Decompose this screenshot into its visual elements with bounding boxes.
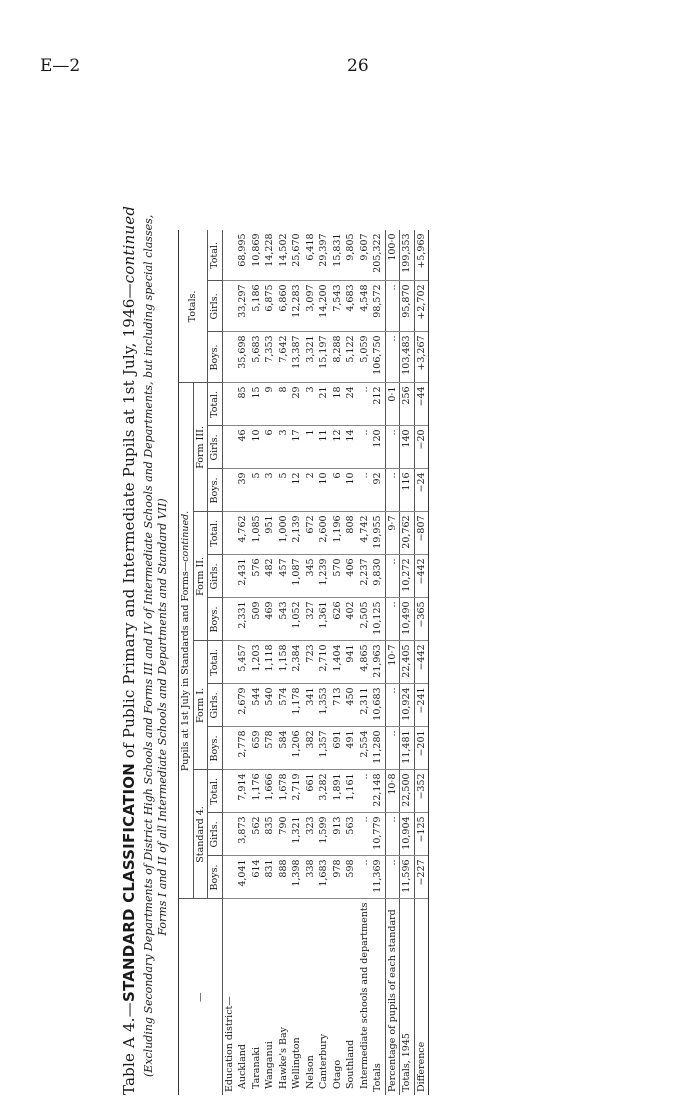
cell-value: 22,500 xyxy=(400,770,415,813)
cell-value: 598 xyxy=(344,856,358,899)
cell-value: 3 xyxy=(263,469,277,512)
cell-value: −241 xyxy=(414,684,429,727)
cell-value: 29,397 xyxy=(317,230,331,281)
cell-value: 14,228 xyxy=(263,230,277,281)
cell-value: 1,118 xyxy=(263,641,277,684)
cell-value: 3,873 xyxy=(236,813,250,856)
cell-value: 1,404 xyxy=(331,641,345,684)
cell-value: 1,239 xyxy=(317,555,331,598)
cell-value: .. xyxy=(358,426,372,469)
cell-value: .. xyxy=(385,598,400,641)
table-row xyxy=(277,230,291,1095)
cell-value: 562 xyxy=(250,813,264,856)
cell-value xyxy=(222,469,236,512)
cell-value: 10,490 xyxy=(400,598,415,641)
cell-value: −125 xyxy=(414,813,429,856)
cell-value: 10,683 xyxy=(371,684,385,727)
cell-value: 1,683 xyxy=(317,856,331,899)
cell-value: 7,353 xyxy=(263,332,277,383)
rotated-table-block xyxy=(120,115,590,1095)
cell-value: 11 xyxy=(317,426,331,469)
cell-value: 1,353 xyxy=(317,684,331,727)
cell-value: 3,321 xyxy=(304,332,318,383)
cell-value: 15,197 xyxy=(317,332,331,383)
cell-value: 9,830 xyxy=(371,555,385,598)
cell-value: 10,904 xyxy=(400,813,415,856)
cell-value: 212 xyxy=(371,383,385,426)
cell-value: 578 xyxy=(263,727,277,770)
cell-value: 3 xyxy=(304,383,318,426)
cell-value: 540 xyxy=(263,684,277,727)
cell-value: 11,481 xyxy=(400,727,415,770)
row-label: Canterbury xyxy=(318,1033,329,1089)
cell-value xyxy=(222,332,236,383)
cell-value: 790 xyxy=(277,813,291,856)
row-label: Totals xyxy=(372,1063,383,1092)
cell-value: .. xyxy=(358,770,372,813)
cell-value: 482 xyxy=(263,555,277,598)
cell-value: 22,405 xyxy=(400,641,415,684)
cell-value: 2,719 xyxy=(290,770,304,813)
cell-value: 24 xyxy=(344,383,358,426)
cell-value: 120 xyxy=(371,426,385,469)
title-bold: STANDARD CLASSIFICATION xyxy=(120,763,138,1003)
table-row xyxy=(222,230,236,1095)
cell-value: 5,122 xyxy=(344,332,358,383)
cell-value: .. xyxy=(385,813,400,856)
cell-value: 7,543 xyxy=(331,281,345,332)
cell-value: 9,607 xyxy=(358,230,372,281)
cell-value: +3,267 xyxy=(414,332,429,383)
cell-value: 913 xyxy=(331,813,345,856)
cell-value: +5,969 xyxy=(414,230,429,281)
cell-value: 85 xyxy=(236,383,250,426)
cell-value: 831 xyxy=(263,856,277,899)
cell-value xyxy=(222,856,236,899)
cell-value: 5,059 xyxy=(358,332,372,383)
cell-value: 98,572 xyxy=(371,281,385,332)
cell-value: 661 xyxy=(304,770,318,813)
title-cont: continued xyxy=(120,205,138,284)
cell-value: 4,683 xyxy=(344,281,358,332)
cell-value xyxy=(222,598,236,641)
cell-value: 2,331 xyxy=(236,598,250,641)
cell-value: 570 xyxy=(331,555,345,598)
cell-value: 35,698 xyxy=(236,332,250,383)
cell-value: −24 xyxy=(414,469,429,512)
cell-value: 4,865 xyxy=(358,641,372,684)
cell-value: 672 xyxy=(304,512,318,555)
cell-value xyxy=(222,684,236,727)
cell-value: 4,041 xyxy=(236,856,250,899)
cell-value xyxy=(222,770,236,813)
row-label: Intermediate schools and departments xyxy=(358,902,370,1089)
cell-value: 10 xyxy=(317,469,331,512)
cell-value: 5,683 xyxy=(250,332,264,383)
cell-value xyxy=(222,426,236,469)
row-label: Otago xyxy=(331,1059,343,1089)
cell-value: 0·1 xyxy=(385,383,400,426)
cell-value: 5,457 xyxy=(236,641,250,684)
label-header: — xyxy=(179,899,223,1095)
sub-header: Boys. xyxy=(208,332,223,383)
cell-value: 406 xyxy=(344,555,358,598)
page-number: 26 xyxy=(347,56,369,76)
cell-value: 95,870 xyxy=(400,281,415,332)
cell-value: .. xyxy=(358,813,372,856)
row-label: Totals, 1945 xyxy=(400,899,415,1095)
cell-value: 1,361 xyxy=(317,598,331,641)
cell-value: 7,642 xyxy=(277,332,291,383)
cell-value xyxy=(222,230,236,281)
cell-value: −442 xyxy=(414,555,429,598)
cell-value: 6,418 xyxy=(304,230,318,281)
cell-value: 835 xyxy=(263,813,277,856)
cell-value: 13,387 xyxy=(290,332,304,383)
cell-value: 1,178 xyxy=(290,684,304,727)
cell-value: 457 xyxy=(277,555,291,598)
cell-value: 1,206 xyxy=(290,727,304,770)
cell-value: 100·0 xyxy=(385,230,400,281)
cell-value: 12 xyxy=(331,426,345,469)
cell-value: 11,596 xyxy=(400,856,415,899)
cell-value: 10·7 xyxy=(385,641,400,684)
cell-value: 2,384 xyxy=(290,641,304,684)
cell-value: −201 xyxy=(414,727,429,770)
cell-value: 8,288 xyxy=(331,332,345,383)
cell-value: 491 xyxy=(344,727,358,770)
sub-header: Total. xyxy=(208,230,223,281)
cell-value: 10,924 xyxy=(400,684,415,727)
table-row xyxy=(236,230,250,1095)
cell-value: 3,282 xyxy=(317,770,331,813)
cell-value: 1,176 xyxy=(250,770,264,813)
cell-value: 10,125 xyxy=(371,598,385,641)
cell-value: 33,297 xyxy=(236,281,250,332)
cell-value: 20,762 xyxy=(400,512,415,555)
cell-value: 10 xyxy=(250,426,264,469)
cell-value: 327 xyxy=(304,598,318,641)
subtitle-line1: (Excluding Secondary Departments of District High Schools and Forms III and IV of Intermediate Schools and Departments, but including special classes, xyxy=(142,214,155,1077)
cell-value: 6,860 xyxy=(277,281,291,332)
standard4-header: Standard 4. xyxy=(193,770,208,899)
cell-value: 1,203 xyxy=(250,641,264,684)
cell-value: 9,805 xyxy=(344,230,358,281)
cell-value: 509 xyxy=(250,598,264,641)
cell-value: 21 xyxy=(317,383,331,426)
cell-value: 574 xyxy=(277,684,291,727)
cell-value: 584 xyxy=(277,727,291,770)
sub-header: Girls. xyxy=(208,281,223,332)
title-rest: of Public Primary and Intermediate Pupils at 1st July, 1946— xyxy=(120,283,138,764)
sub-header: Boys. xyxy=(208,727,223,770)
cell-value: 10 xyxy=(344,469,358,512)
sub-header: Boys. xyxy=(208,469,223,512)
row-label: Nelson xyxy=(304,1055,316,1089)
cell-value: 1,000 xyxy=(277,512,291,555)
cell-value: .. xyxy=(385,426,400,469)
cell-value: 1,087 xyxy=(290,555,304,598)
cell-value: .. xyxy=(358,383,372,426)
row-label: Difference xyxy=(414,899,429,1095)
cell-value: 17 xyxy=(290,426,304,469)
table-row xyxy=(400,230,415,1095)
cell-value: 9·7 xyxy=(385,512,400,555)
cell-value: 1,357 xyxy=(317,727,331,770)
table-row xyxy=(371,230,385,1095)
cell-value: 4,762 xyxy=(236,512,250,555)
cell-value: 256 xyxy=(400,383,415,426)
cell-value: −20 xyxy=(414,426,429,469)
row-label: Percentage of pupils of each standard xyxy=(385,899,400,1095)
cell-value: 2,679 xyxy=(236,684,250,727)
cell-value: 21,963 xyxy=(371,641,385,684)
sub-header: Total. xyxy=(208,641,223,684)
cell-value: 323 xyxy=(304,813,318,856)
cell-value: 12,283 xyxy=(290,281,304,332)
cell-value: 544 xyxy=(250,684,264,727)
cell-value: 888 xyxy=(277,856,291,899)
cell-value: 103,483 xyxy=(400,332,415,383)
sub-header: Girls. xyxy=(208,813,223,856)
pupils-header: Pupils at 1st July in Standards and Forms—continued. xyxy=(179,383,194,899)
table-row xyxy=(331,230,345,1095)
cell-value: 14 xyxy=(344,426,358,469)
row-label: Taranaki xyxy=(250,1046,262,1089)
cell-value: 5,186 xyxy=(250,281,264,332)
cell-value: 1,666 xyxy=(263,770,277,813)
cell-value: −227 xyxy=(414,856,429,899)
cell-value: 116 xyxy=(400,469,415,512)
table-row xyxy=(344,230,358,1095)
sub-header: Total. xyxy=(208,770,223,813)
cell-value: 2,505 xyxy=(358,598,372,641)
cell-value: 15,831 xyxy=(331,230,345,281)
classification-table xyxy=(178,230,429,1095)
cell-value xyxy=(222,813,236,856)
cell-value: 2,600 xyxy=(317,512,331,555)
row-label: Southland xyxy=(345,1039,356,1089)
cell-value: 450 xyxy=(344,684,358,727)
cell-value: 2,431 xyxy=(236,555,250,598)
cell-value: 19,955 xyxy=(371,512,385,555)
cell-value: 1,196 xyxy=(331,512,345,555)
cell-value: 691 xyxy=(331,727,345,770)
cell-value: 1,085 xyxy=(250,512,264,555)
cell-value: 469 xyxy=(263,598,277,641)
cell-value: 140 xyxy=(400,426,415,469)
cell-value: 2,554 xyxy=(358,727,372,770)
cell-value: 11,369 xyxy=(371,856,385,899)
page-code: E—2 xyxy=(40,56,81,76)
cell-value: 951 xyxy=(263,512,277,555)
cell-value: .. xyxy=(385,332,400,383)
row-label: Hawke's Bay xyxy=(277,1027,289,1089)
cell-value: 1,398 xyxy=(290,856,304,899)
cell-value: 2,778 xyxy=(236,727,250,770)
cell-value: 543 xyxy=(277,598,291,641)
cell-value: .. xyxy=(358,469,372,512)
cell-value: .. xyxy=(385,856,400,899)
cell-value: 402 xyxy=(344,598,358,641)
cell-value: .. xyxy=(385,555,400,598)
cell-value: 6 xyxy=(263,426,277,469)
cell-value: 341 xyxy=(304,684,318,727)
cell-value: 10,869 xyxy=(250,230,264,281)
cell-value: 9 xyxy=(263,383,277,426)
cell-value: 1,158 xyxy=(277,641,291,684)
cell-value: 8 xyxy=(277,383,291,426)
table-row xyxy=(250,230,264,1095)
cell-value: 1,599 xyxy=(317,813,331,856)
cell-value: 14,200 xyxy=(317,281,331,332)
form2-header: Form II. xyxy=(193,512,208,641)
cell-value: 106,750 xyxy=(371,332,385,383)
cell-value: 576 xyxy=(250,555,264,598)
cell-value: −44 xyxy=(414,383,429,426)
cell-value: 18 xyxy=(331,383,345,426)
table-row xyxy=(317,230,331,1095)
row-label: Auckland xyxy=(237,1044,248,1089)
cell-value: 3,097 xyxy=(304,281,318,332)
totals-group-header: Totals. xyxy=(179,230,208,383)
cell-value: 68,995 xyxy=(236,230,250,281)
subtitle-line2: Forms I and II of all Intermediate Schools and Departments and Standard VII) xyxy=(156,498,169,936)
cell-value: 2,139 xyxy=(290,512,304,555)
table-row xyxy=(414,230,429,1095)
cell-value: 15 xyxy=(250,383,264,426)
cell-value: 11,280 xyxy=(371,727,385,770)
cell-value: 1,678 xyxy=(277,770,291,813)
table-row xyxy=(385,230,400,1095)
cell-value: 713 xyxy=(331,684,345,727)
sub-header: Girls. xyxy=(208,555,223,598)
cell-value: 614 xyxy=(250,856,264,899)
cell-value: 4,548 xyxy=(358,281,372,332)
sub-header: Girls. xyxy=(208,426,223,469)
cell-value: 12 xyxy=(290,469,304,512)
cell-value: 14,502 xyxy=(277,230,291,281)
cell-value: 6 xyxy=(331,469,345,512)
sub-header: Girls. xyxy=(208,684,223,727)
cell-value: 382 xyxy=(304,727,318,770)
cell-value: 10·8 xyxy=(385,770,400,813)
cell-value: −807 xyxy=(414,512,429,555)
cell-value: 10,272 xyxy=(400,555,415,598)
cell-value: 2,237 xyxy=(358,555,372,598)
cell-value: 7,914 xyxy=(236,770,250,813)
cell-value: 808 xyxy=(344,512,358,555)
cell-value: 2,311 xyxy=(358,684,372,727)
cell-value: 563 xyxy=(344,813,358,856)
cell-value: .. xyxy=(358,856,372,899)
cell-value: 723 xyxy=(304,641,318,684)
cell-value: 338 xyxy=(304,856,318,899)
cell-value: 199,353 xyxy=(400,230,415,281)
cell-value: +2,702 xyxy=(414,281,429,332)
cell-value xyxy=(222,555,236,598)
cell-value: .. xyxy=(385,469,400,512)
cell-value xyxy=(222,727,236,770)
cell-value: 10,779 xyxy=(371,813,385,856)
cell-value: 29 xyxy=(290,383,304,426)
cell-value: .. xyxy=(385,684,400,727)
cell-value: −365 xyxy=(414,598,429,641)
cell-value: 2 xyxy=(304,469,318,512)
cell-value: 1,052 xyxy=(290,598,304,641)
cell-value: 2,710 xyxy=(317,641,331,684)
sub-header: Total. xyxy=(208,383,223,426)
cell-value: .. xyxy=(385,727,400,770)
cell-value: 1,161 xyxy=(344,770,358,813)
cell-value: .. xyxy=(385,281,400,332)
cell-value: 5 xyxy=(250,469,264,512)
row-label: Education district— xyxy=(223,996,235,1092)
row-label: Wellington xyxy=(291,1037,302,1089)
table-row xyxy=(263,230,277,1095)
cell-value: 345 xyxy=(304,555,318,598)
cell-value: 22,148 xyxy=(371,770,385,813)
cell-value: 3 xyxy=(277,426,291,469)
cell-value: 941 xyxy=(344,641,358,684)
cell-value: 46 xyxy=(236,426,250,469)
cell-value xyxy=(222,281,236,332)
cell-value: −352 xyxy=(414,770,429,813)
cell-value xyxy=(222,512,236,555)
cell-value: 39 xyxy=(236,469,250,512)
table-subtitle xyxy=(142,115,170,1095)
cell-value: 1 xyxy=(304,426,318,469)
cell-value xyxy=(222,383,236,426)
form1-header: Form I. xyxy=(193,641,208,770)
cell-value: 5 xyxy=(277,469,291,512)
cell-value: 626 xyxy=(331,598,345,641)
sub-header: Boys. xyxy=(208,598,223,641)
cell-value: 6,875 xyxy=(263,281,277,332)
title-prefix: Table A 4.— xyxy=(120,1002,138,1095)
cell-value: 978 xyxy=(331,856,345,899)
table-title xyxy=(120,115,138,1095)
cell-value xyxy=(222,641,236,684)
cell-value: 25,670 xyxy=(290,230,304,281)
cell-value: 4,742 xyxy=(358,512,372,555)
row-label: Wanganui xyxy=(264,1041,275,1089)
cell-value: 1,321 xyxy=(290,813,304,856)
cell-value: 1,891 xyxy=(331,770,345,813)
form3-header: Form III. xyxy=(193,383,208,512)
table-row xyxy=(358,230,372,1095)
cell-value: −442 xyxy=(414,641,429,684)
table-row xyxy=(290,230,304,1095)
sub-header: Boys. xyxy=(208,856,223,899)
cell-value: 205,322 xyxy=(371,230,385,281)
sub-header: Total. xyxy=(208,512,223,555)
cell-value: 92 xyxy=(371,469,385,512)
cell-value: 659 xyxy=(250,727,264,770)
table-row xyxy=(304,230,318,1095)
